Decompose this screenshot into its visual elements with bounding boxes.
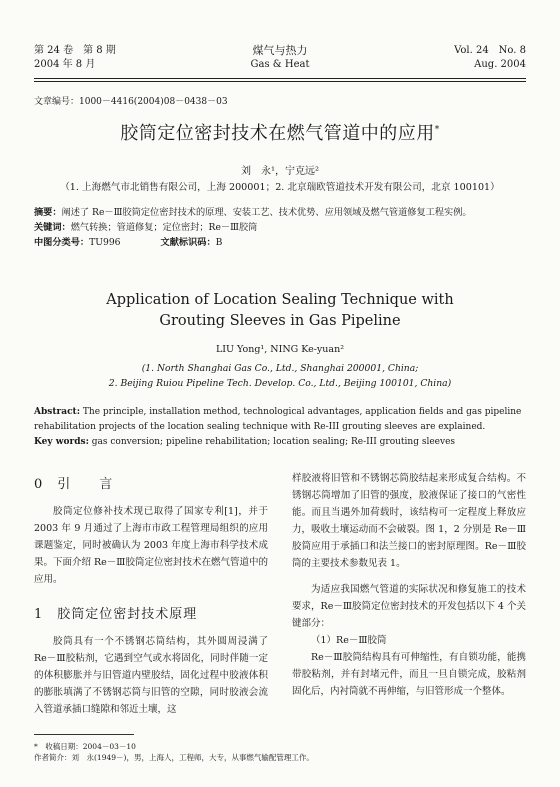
authors-cn: 刘 永¹，宁克远² — [240, 166, 320, 177]
keywords-en — [34, 435, 526, 450]
affil-en-line1: (1. North Shanghai Gas Co., Ltd., Shanghai 200001, China; — [141, 363, 419, 374]
keywords-cn — [34, 220, 526, 235]
right-paragraph-3: Re－Ⅲ胶筒结构具有可伸缩性，有自锁功能，能携带胶粘剂，并有封堵元件，而且一旦自锁完成，胶粘剂固化后，内衬筒就不再伸缩，与旧管形成一个整体。 — [292, 652, 526, 697]
title-cn — [34, 119, 526, 145]
affil-en-line2: 2. Beijing Ruiou Pipeline Tech. Develop. Co., Ltd., Beijing 100101, China) — [108, 378, 452, 389]
body-column-left — [34, 474, 268, 718]
abstract-en — [34, 405, 526, 435]
volume-issue-en: Vol. 24 No. 8 — [454, 45, 526, 56]
section-1-paragraph: 胶筒具有一个不锈钢芯筒结构，其外圆周浸满了 Re－Ⅲ胶粘剂，它遇到空气或水将固化，同时伴随一定的体积膨胀并与旧管道内壁胶结，固化过程中胶液体积的膨胀填满了不锈钢芯筒与旧管的空隙，同时胶液会流入管道承插口缝隙和邻近土壤，这 — [34, 636, 268, 715]
footnote — [34, 741, 526, 763]
title-en-line2: Grouting Sleeves in Gas Pipeline — [159, 313, 401, 329]
section-1-heading: 1 胶筒定位密封技术原理 — [34, 607, 198, 622]
title-en-line1: Application of Location Sealing Technique with — [106, 292, 454, 308]
clc-value: TU996 — [89, 237, 121, 248]
header-right — [454, 44, 526, 72]
abstract-en-text: The principle, installation method, technological advantages, application fields and gas pipeline rehabilitation projects of the location sealing technique with Re-III grouting sleeves are explained. — [34, 407, 522, 432]
authors-en: LIU Yong¹, NING Ke-yuan² — [215, 344, 345, 355]
abstract-cn-label: 摘要： — [34, 207, 62, 218]
journal-name-cn: 煤气与热力 — [252, 44, 308, 57]
classification-cn — [34, 235, 526, 250]
affiliations-cn: （1. 上海燃气市北销售有限公司，上海 200001；2. 北京瑞欧管道技术开发有限公司，北京 100101） — [60, 182, 500, 193]
abstract-block-en — [34, 405, 526, 450]
section-0-heading: 0 引 言 — [34, 477, 114, 492]
header-center — [34, 44, 526, 72]
affiliations-en — [34, 361, 526, 391]
footnote-author-bio: 作者简介：刘 永(1949－)，男，上海人，工程师，大专，从事燃气输配管理工作。 — [34, 753, 314, 762]
footnote-received-date: * 收稿日期：2004－03－10 — [34, 742, 136, 751]
keywords-en-text: gas conversion; pipeline rehabilitation; location sealing; Re-III grouting sleeves — [91, 437, 456, 447]
footnote-rule — [34, 734, 134, 735]
keywords-cn-label: 关键词： — [34, 222, 71, 233]
keywords-cn-text: 燃气转换；管道修复；定位密封；Re－Ⅲ胶筒 — [70, 222, 258, 233]
date-en: Aug. 2004 — [474, 59, 526, 70]
abstract-cn-text: 阐述了 Re－Ⅲ胶筒定位密封技术的原理、安装工艺、技术优势、应用领域及燃气管道修复工程实例。 — [61, 207, 472, 218]
date-cn: 2004 年 8 月 — [34, 59, 96, 70]
header-rule-thin — [34, 81, 526, 82]
journal-header — [34, 44, 526, 78]
doc-code-value: B — [215, 237, 223, 248]
volume-issue-cn: 第 24 卷 第 8 期 — [34, 45, 116, 56]
journal-name-en: Gas & Heat — [250, 59, 310, 70]
doc-code-label: 文献标识码： — [160, 237, 216, 248]
body-column-right — [292, 470, 526, 700]
right-paragraph-2: 为适应我国燃气管道的实际状况和修复施工的技术要求，Re－Ⅲ胶筒定位密封技术的开发包括以下 4 个关键部分： — [292, 584, 526, 629]
section-0-paragraph: 胶筒定位修补技术现已取得了国家专利[1]，并于 2003 年 9 月通过了上海市市政工程管理局组织的应用课题鉴定，同时被确认为 2003 年度上海市科学技术成果。下面介绍 Re－Ⅲ胶筒定位密封技术在燃气管道中的应用。 — [34, 506, 268, 585]
right-paragraph-1: 样胶液将旧管和不锈钢芯筒胶结起来形成复合结构。不锈钢芯筒增加了旧管的强度，胶液保证了接口的气密性能。而且当遇外加荷载时，该结构可一定程度上释放应力，吸收土壤运动而不会破裂。图 1，2 分别是 Re－Ⅲ胶筒应用于承插口和法兰接口的密封原理图。Re－Ⅲ胶筒的主要技术参数见表 1。 — [292, 473, 526, 569]
abstract-block-cn — [34, 205, 526, 250]
clc-label: 中图分类号： — [34, 237, 90, 248]
right-list-item-1: （1）Re－Ⅲ胶筒 — [311, 635, 387, 646]
title-cn-text: 胶筒定位密封技术在燃气管道中的应用 — [120, 123, 435, 144]
abstract-cn — [34, 205, 526, 220]
abstract-en-label: Abstract: — [34, 407, 81, 417]
keywords-en-label: Key words: — [34, 437, 89, 447]
title-en — [34, 290, 526, 332]
title-footnote-mark: * — [434, 125, 440, 135]
header-rule — [34, 78, 526, 79]
article-number: 文章编号：1000－4416(2004)08－0438－03 — [34, 97, 228, 107]
